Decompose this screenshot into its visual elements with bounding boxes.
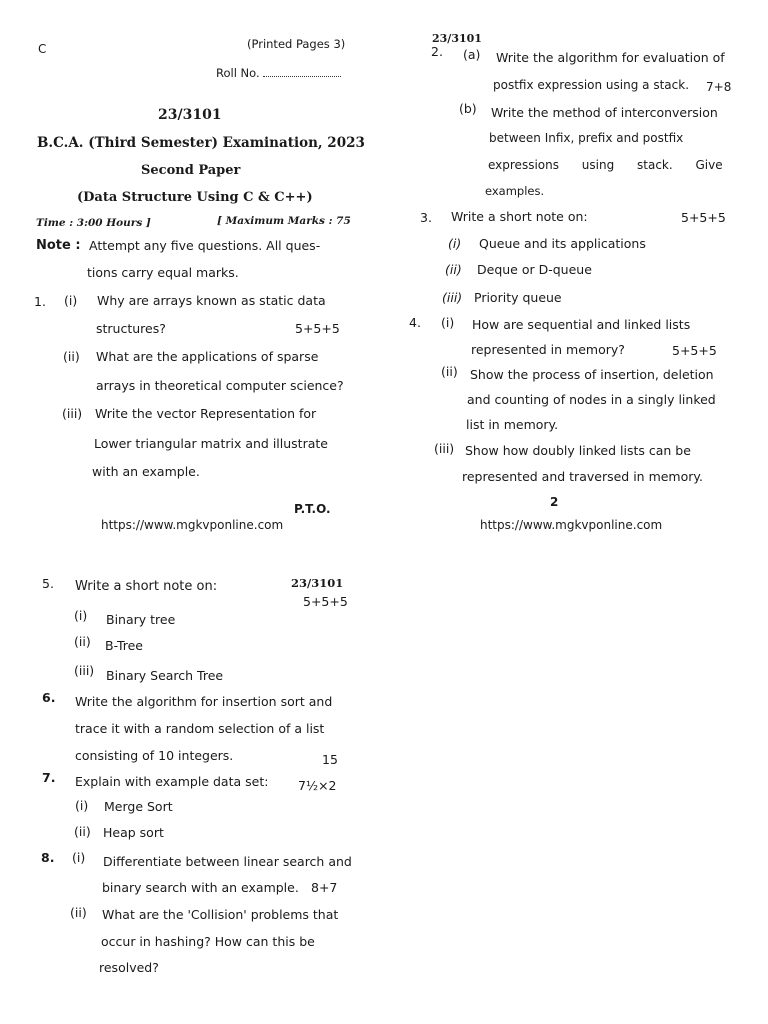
question-number: 4. bbox=[409, 315, 421, 330]
marks: 5+5+5 bbox=[303, 594, 348, 609]
subpart-label: (ii) bbox=[70, 905, 87, 920]
subpart-label: (iii) bbox=[74, 663, 95, 678]
marks: 8+7 bbox=[311, 880, 338, 895]
time-allowed: Time : 3:00 Hours ] bbox=[36, 217, 151, 229]
corner-mark: C bbox=[38, 42, 47, 56]
question-text: between Infix, prefix and postfix bbox=[489, 131, 684, 145]
subpart-label: (i) bbox=[448, 236, 462, 251]
subpart-label: (ii) bbox=[63, 349, 80, 364]
question-number: 2. bbox=[431, 44, 443, 59]
subpart-label: (i) bbox=[74, 608, 88, 623]
subpart-label: (i) bbox=[75, 798, 89, 813]
subpart-label: (b) bbox=[459, 101, 477, 116]
question-title: Explain with example data set: bbox=[75, 774, 269, 789]
footer-url: https://www.mgkvponline.com bbox=[480, 518, 663, 532]
subpart-label: (iii) bbox=[434, 441, 455, 456]
question-text: Write the method of interconversion bbox=[491, 105, 718, 120]
question-text: arrays in theoretical computer science? bbox=[96, 378, 344, 393]
question-number: 1. bbox=[34, 294, 46, 309]
question-text: with an example. bbox=[92, 464, 200, 479]
marks: 7½×2 bbox=[298, 778, 337, 793]
question-text: represented in memory? bbox=[471, 342, 625, 357]
subpart-label: (a) bbox=[463, 47, 481, 62]
maximum-marks: [ Maximum Marks : 75 bbox=[217, 215, 351, 227]
exam-title: B.C.A. (Third Semester) Examination, 2023 bbox=[37, 135, 365, 151]
roll-no bbox=[216, 66, 341, 80]
subpart-label: (iii) bbox=[442, 290, 463, 305]
paper-code: 23/3101 bbox=[158, 107, 222, 123]
subpart-label: (i) bbox=[64, 293, 78, 308]
subpart-label: (iii) bbox=[62, 406, 83, 421]
marks: 7+8 bbox=[706, 80, 732, 94]
subpart-label: (i) bbox=[441, 315, 455, 330]
question-title: Write a short note on: bbox=[451, 209, 588, 224]
subpart-label: (ii) bbox=[74, 824, 91, 839]
question-text: Priority queue bbox=[474, 290, 562, 305]
question-number: 5. bbox=[42, 576, 54, 591]
question-text: Binary Search Tree bbox=[106, 668, 224, 683]
note-text-1: Attempt any five questions. All ques- bbox=[89, 238, 321, 253]
marks: 15 bbox=[322, 752, 338, 767]
roll-no-blank bbox=[263, 66, 341, 77]
question-text: Show the process of insertion, deletion bbox=[470, 367, 714, 382]
subject-title: (Data Structure Using C & C++) bbox=[77, 190, 313, 205]
printed-pages: (Printed Pages 3) bbox=[247, 37, 346, 51]
question-number: 3. bbox=[420, 210, 432, 225]
question-text: Binary tree bbox=[106, 612, 176, 627]
question-text: Show how doubly linked lists can be bbox=[465, 443, 691, 458]
question-text: expressions using stack. Give bbox=[488, 158, 723, 172]
question-text: structures? bbox=[96, 321, 166, 336]
paper-name: Second Paper bbox=[141, 163, 241, 178]
question-text: postfix expression using a stack. bbox=[493, 78, 690, 92]
question-text: and counting of nodes in a singly linked bbox=[467, 392, 716, 407]
question-text: B-Tree bbox=[105, 638, 143, 653]
question-text: What are the 'Collision' problems that bbox=[102, 907, 339, 922]
question-text: occur in hashing? How can this be bbox=[101, 934, 315, 949]
note-label: Note : bbox=[36, 238, 81, 253]
subpart-label: (ii) bbox=[445, 262, 462, 277]
question-text: examples. bbox=[485, 184, 545, 198]
marks: 5+5+5 bbox=[672, 343, 717, 358]
note-text-2: tions carry equal marks. bbox=[87, 265, 239, 280]
footer-url: https://www.mgkvponline.com bbox=[101, 518, 284, 532]
question-text: binary search with an example. bbox=[102, 880, 299, 895]
question-text: What are the applications of sparse bbox=[96, 349, 319, 364]
question-number: 7. bbox=[42, 770, 56, 785]
question-text: Lower triangular matrix and illustrate bbox=[94, 436, 328, 451]
question-text: trace it with a random selection of a list bbox=[75, 721, 325, 736]
subpart-label: (ii) bbox=[74, 634, 91, 649]
marks: 5+5+5 bbox=[681, 210, 726, 225]
question-text: How are sequential and linked lists bbox=[472, 317, 691, 332]
question-text: Write the vector Representation for bbox=[95, 406, 317, 421]
subpart-label: (ii) bbox=[441, 364, 458, 379]
paper-code: 23/3101 bbox=[432, 32, 482, 45]
question-text: list in memory. bbox=[466, 417, 559, 432]
question-text: represented and traversed in memory. bbox=[462, 469, 703, 484]
question-text: Queue and its applications bbox=[479, 236, 646, 251]
question-text: Write the algorithm for evaluation of bbox=[496, 50, 725, 65]
question-text: Differentiate between linear search and bbox=[103, 854, 352, 869]
question-text: Merge Sort bbox=[104, 799, 173, 814]
page-number: 2 bbox=[550, 495, 559, 509]
pto-mark: P.T.O. bbox=[294, 502, 331, 516]
question-title: Write a short note on: bbox=[75, 579, 218, 594]
question-text: consisting of 10 integers. bbox=[75, 748, 234, 763]
question-text: Why are arrays known as static data bbox=[97, 293, 326, 308]
paper-code: 23/3101 bbox=[291, 576, 344, 590]
marks: 5+5+5 bbox=[295, 321, 340, 336]
question-text: resolved? bbox=[99, 960, 159, 975]
roll-no-label: Roll No. bbox=[216, 66, 260, 80]
question-text: Heap sort bbox=[103, 825, 164, 840]
question-number: 6. bbox=[42, 690, 56, 705]
question-text: Write the algorithm for insertion sort and bbox=[75, 694, 333, 709]
subpart-label: (i) bbox=[72, 850, 86, 865]
question-text: Deque or D-queue bbox=[477, 262, 592, 277]
question-number: 8. bbox=[41, 850, 55, 865]
